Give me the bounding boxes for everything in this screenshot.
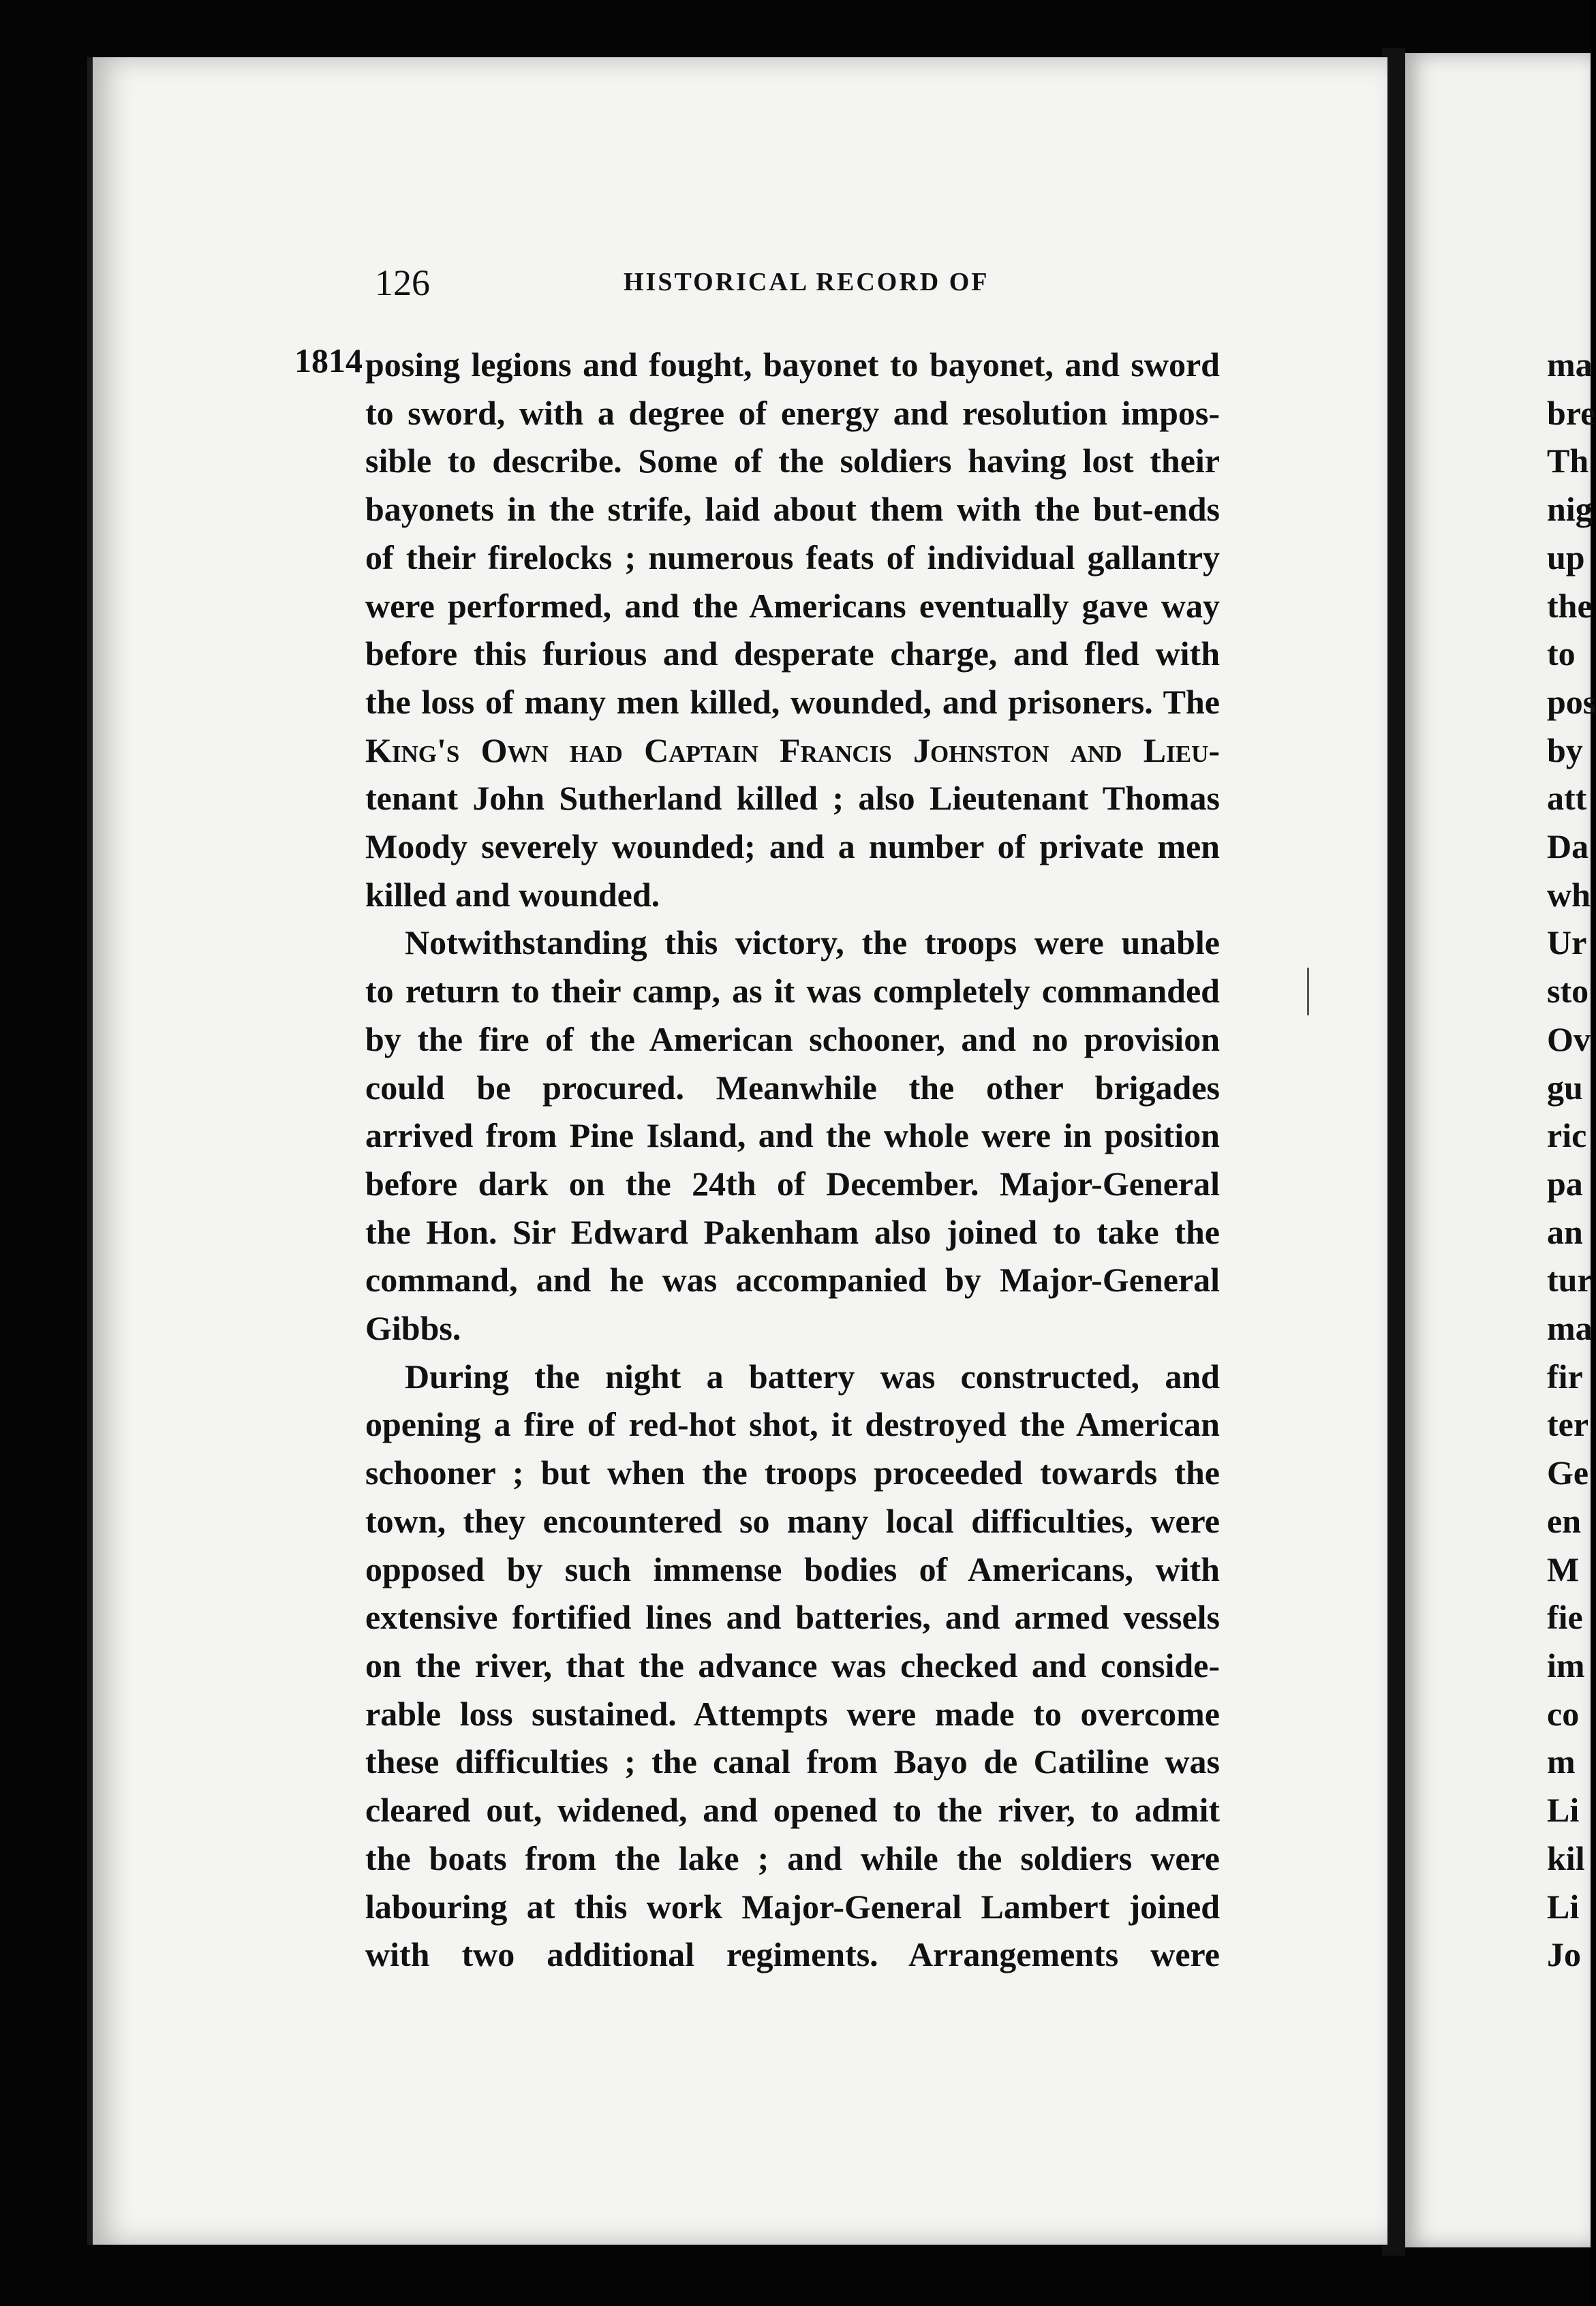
page-header [375, 262, 1227, 303]
text-line: were performed, and the Americans eventually gave way [365, 586, 1220, 625]
text-line: schooner ; but when the troops proceeded towards the [365, 1454, 1220, 1492]
facing-line: Li [1547, 1791, 1580, 1830]
text-line: tenant John Sutherland killed ; also Lieutenant Thomas [365, 779, 1220, 818]
facing-line: ter [1547, 1405, 1589, 1444]
facing-line: fie [1547, 1598, 1583, 1637]
text-line: command, and he was accompanied by Major-General [365, 1261, 1220, 1300]
text-line: opening a fire of red-hot shot, it destroyed the American [365, 1405, 1220, 1444]
facing-line: nig [1547, 490, 1593, 529]
facing-line: pos [1547, 682, 1596, 721]
facing-line: bre [1547, 393, 1596, 432]
facing-line: Ov [1547, 1019, 1591, 1058]
facing-line: en [1547, 1501, 1581, 1540]
text-line: sible to describe. Some of the soldiers having lost their [365, 442, 1220, 480]
facing-line: Ge [1547, 1454, 1589, 1492]
facing-line: by [1547, 731, 1583, 769]
facing-line: ma [1547, 1309, 1593, 1348]
text-line: During the night a battery was constructed, and [405, 1357, 1220, 1396]
facing-line: pa [1547, 1164, 1583, 1203]
text-line: killed and wounded. [365, 875, 660, 914]
text-line: Moody severely wounded; and a number of private men [365, 827, 1220, 866]
text-line: the boats from the lake ; and while the soldiers were [365, 1839, 1220, 1877]
facing-line: Li [1547, 1887, 1580, 1926]
text-line: to sword, with a degree of energy and resolution impos- [365, 393, 1220, 432]
facing-line: gu [1547, 1068, 1583, 1107]
body-text [365, 341, 1220, 1979]
text-line: before this furious and desperate charge, and fled with [365, 634, 1220, 673]
facing-line: an [1547, 1212, 1583, 1251]
facing-line: Da [1547, 827, 1589, 866]
text-line: posing legions and fought, bayonet to bayonet, and sword [365, 345, 1220, 384]
text-line: could be procured. Meanwhile the other brigades [365, 1068, 1220, 1107]
text-line: Notwithstanding this victory, the troops were unable [405, 923, 1220, 962]
text-line: opposed by such immense bodies of Americans, with [365, 1550, 1220, 1588]
text-line: Gibbs. [365, 1309, 461, 1348]
facing-line: wh [1547, 875, 1591, 914]
text-line: before dark on the 24th of December. Major-General [365, 1164, 1220, 1203]
page-number: 126 [375, 262, 430, 303]
facing-line: att [1547, 779, 1587, 818]
running-head: HISTORICAL RECORD OF [624, 268, 989, 296]
text-line: the Hon. Sir Edward Pakenham also joined to take the [365, 1212, 1220, 1251]
facing-line: to [1547, 634, 1576, 673]
facing-line: M [1547, 1550, 1580, 1588]
text-line: the loss of many men killed, wounded, and prisoners. The [365, 682, 1220, 721]
facing-line: ric [1547, 1116, 1587, 1155]
text-line: King's Own had Captain Francis Johnston and Lieu- [365, 731, 1220, 769]
text-line: labouring at this work Major-General Lambert joined [365, 1887, 1220, 1926]
text-line: arrived from Pine Island, and the whole were in position [365, 1116, 1220, 1155]
facing-line: fir [1547, 1357, 1583, 1396]
facing-line: co [1547, 1694, 1580, 1733]
facing-line: ma [1547, 345, 1593, 384]
facing-line: tur [1547, 1261, 1593, 1300]
text-line: cleared out, widened, and opened to the river, to admit [365, 1791, 1220, 1830]
facing-line: sto [1547, 972, 1589, 1011]
text-line: of their firelocks ; numerous feats of individual gallantry [365, 538, 1220, 576]
text-line: on the river, that the advance was checked and conside- [365, 1646, 1220, 1685]
facing-line: im [1547, 1646, 1585, 1685]
facing-line: Ur [1547, 923, 1587, 962]
facing-line: up [1547, 538, 1585, 576]
facing-line: the [1547, 586, 1593, 625]
text-line: bayonets in the strife, laid about them with the but-ends [365, 490, 1220, 529]
scan-artifact-mark [1307, 968, 1309, 1015]
facing-line: Th [1547, 442, 1589, 480]
text-line: these difficulties ; the canal from Bayo de Catiline was [365, 1742, 1220, 1781]
facing-page-text [1547, 341, 1596, 1979]
text-line: to return to their camp, as it was completely commanded [365, 972, 1220, 1011]
margin-year: 1814 [294, 341, 363, 380]
text-line: town, they encountered so many local difficulties, were [365, 1501, 1220, 1540]
text-line: by the fire of the American schooner, and no provision [365, 1019, 1220, 1058]
facing-line: kil [1547, 1839, 1585, 1877]
facing-line: m [1547, 1742, 1576, 1781]
text-line: with two additional regiments. Arrangements were [365, 1935, 1220, 1974]
facing-line: Jo [1547, 1935, 1581, 1974]
text-line: rable loss sustained. Attempts were made to overcome [365, 1694, 1220, 1733]
text-line: extensive fortified lines and batteries, and armed vessels [365, 1598, 1220, 1637]
